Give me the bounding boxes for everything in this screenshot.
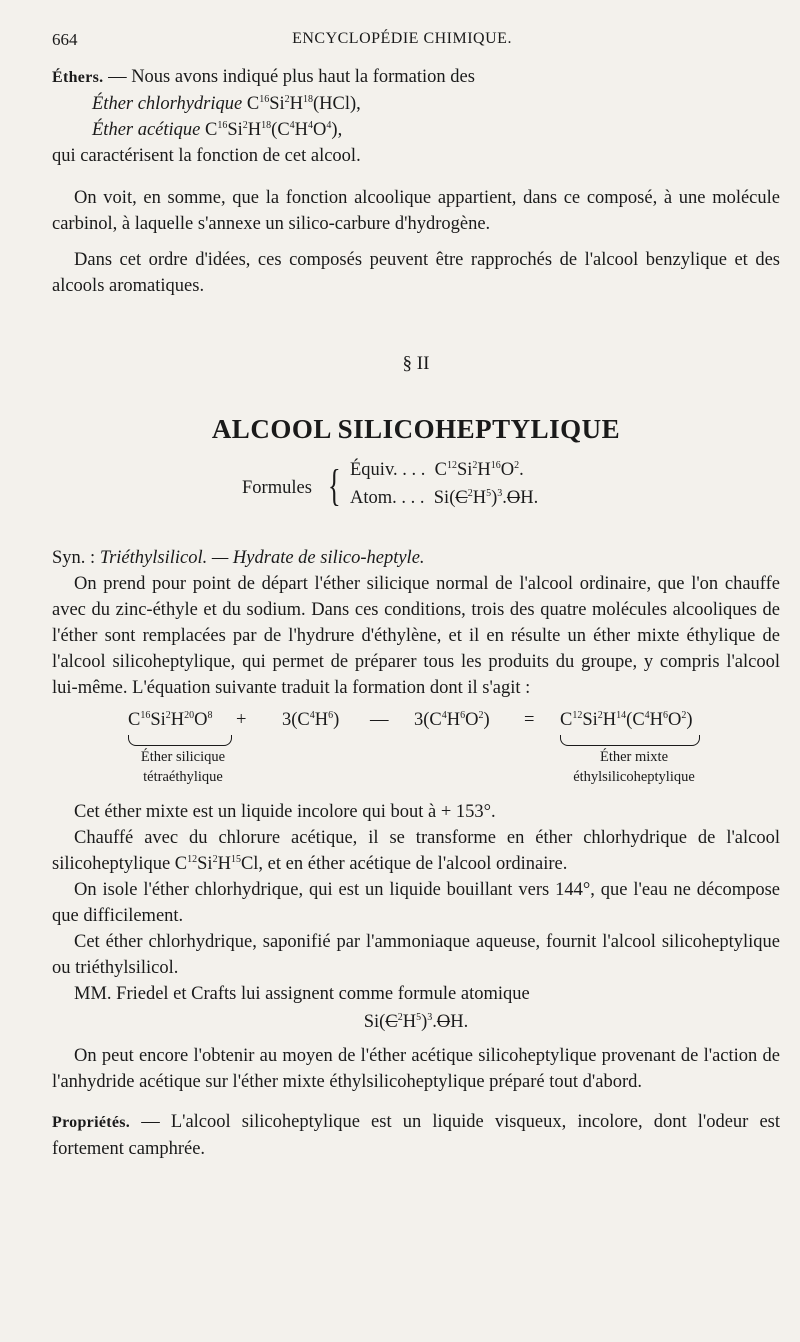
page-body xyxy=(52,64,780,1162)
ethers-intro: Éthers. — Nous avons indiqué plus haut la formation des xyxy=(52,67,475,87)
keyword-proprietes: Propriétés. xyxy=(52,1114,131,1131)
formula-equiv: Équiv. . . . $C^{12}Si^2H^{16}O^2$. xyxy=(350,460,524,480)
paragraph: On peut encore l'obtenir au moyen de l'éther acétique silicoheptylique provenant de l'action de l'anhydride acétique sur l'éther mixte éthylsilicoheptylique préparé tout d'abord. xyxy=(52,1046,780,1092)
equation-term: $C^{12}Si^2H^{14}(C^4H^6O^2)$ xyxy=(560,710,693,730)
equation-operator: + xyxy=(236,710,247,730)
equation-term: $3(C^4H^6O^2)$ xyxy=(414,710,490,730)
equation-term: $3(C^4H^6)$ xyxy=(282,710,340,730)
underbrace-right xyxy=(560,735,700,746)
ethers-closing: qui caractérisent la fonction de cet alcool. xyxy=(52,146,361,166)
reaction-equation xyxy=(52,707,780,799)
ether-acetique-line: Éther acétique $C^{16}Si^2H^{18}(C^4H^4O^4)$, xyxy=(92,120,343,140)
caption-ether-silicique: Éther silicique tétraéthylique xyxy=(140,749,226,785)
formulas-label: Formules xyxy=(242,478,312,498)
paragraph: Dans cet ordre d'idées, ces composés peuvent être rapprochés de l'alcool benzylique et des alcools aromatiques. xyxy=(52,250,780,296)
paragraph: Chauffé avec du chlorure acétique, il se transforme en éther chlorhydrique de l'alcool silicoheptylique $C^{12}Si^2H^{15}Cl$, et en éther acétique de l'alcool ordinaire. xyxy=(52,828,780,874)
paragraph: On isole l'éther chlorhydrique, qui est un liquide bouillant vers 144°, que l'eau ne décompose que difficilement. xyxy=(52,880,780,926)
paragraph: MM. Friedel et Crafts lui assignent comme formule atomique xyxy=(74,984,530,1004)
page-header xyxy=(52,30,752,56)
paragraph: On voit, en somme, que la fonction alcoolique appartient, dans ce composé, à une molécule carbinol, à laquelle s'annexe un silico-carbure d'hydrogène. xyxy=(52,188,780,234)
section-mark: § II xyxy=(402,353,430,374)
atomic-formula: $Si(C^2H^5)^3.OH$. xyxy=(363,1012,469,1032)
synonyms: Syn. : Triéthylsilicol. — Hydrate de silico-heptyle. xyxy=(52,548,425,568)
running-title: ENCYCLOPÉDIE CHIMIQUE. xyxy=(292,30,512,47)
equation-term: $C^{16}Si^2H^{20}O^8$ xyxy=(128,710,213,730)
keyword-ethers: Éthers. xyxy=(52,69,104,86)
brace: { xyxy=(328,461,341,510)
underbrace-left xyxy=(128,735,232,746)
equation-operator: = xyxy=(524,710,535,730)
formulas-block xyxy=(52,457,780,521)
paragraph: Cet éther chlorhydrique, saponifié par l'ammoniaque aqueuse, fournit l'alcool silicoheptylique ou triéthylsilicol. xyxy=(52,932,780,978)
equation-operator: — xyxy=(370,710,389,730)
section-title: ALCOOL SILICOHEPTYLIQUE xyxy=(211,414,621,444)
proprietes-paragraph: Propriétés. — L'alcool silicoheptylique est un liquide visqueux, incolore, dont l'odeur est fortement camphrée. xyxy=(52,1112,780,1159)
page-number: 664 xyxy=(52,30,78,49)
ether-chlorhydrique-line: Éther chlorhydrique $C^{16}Si^2H^{18}(HCl)$, xyxy=(92,94,361,114)
formula-atom: Atom. . . . $Si(C^2H^5)^3.OH$. xyxy=(350,488,539,508)
paragraph: On prend pour point de départ l'éther silicique normal de l'alcool ordinaire, que l'on chauffe avec du zinc-éthyle et du sodium. Dans ces conditions, trois des quatre molécules alcooliques de l'éther sont remplacées par de l'hydrure d'éthylène, et il en résulte un éther mixte éthylique de l'alcool silicoheptylique, qui permet de préparer tous les produits du groupe, y compris l'alcool lui-même. L'équation suivante traduit la formation dont il s'agit : xyxy=(52,574,780,698)
caption-ether-mixte: Éther mixte éthylsilicoheptylique xyxy=(573,749,695,785)
paragraph: Cet éther mixte est un liquide incolore qui bout à + 153°. xyxy=(74,802,496,822)
